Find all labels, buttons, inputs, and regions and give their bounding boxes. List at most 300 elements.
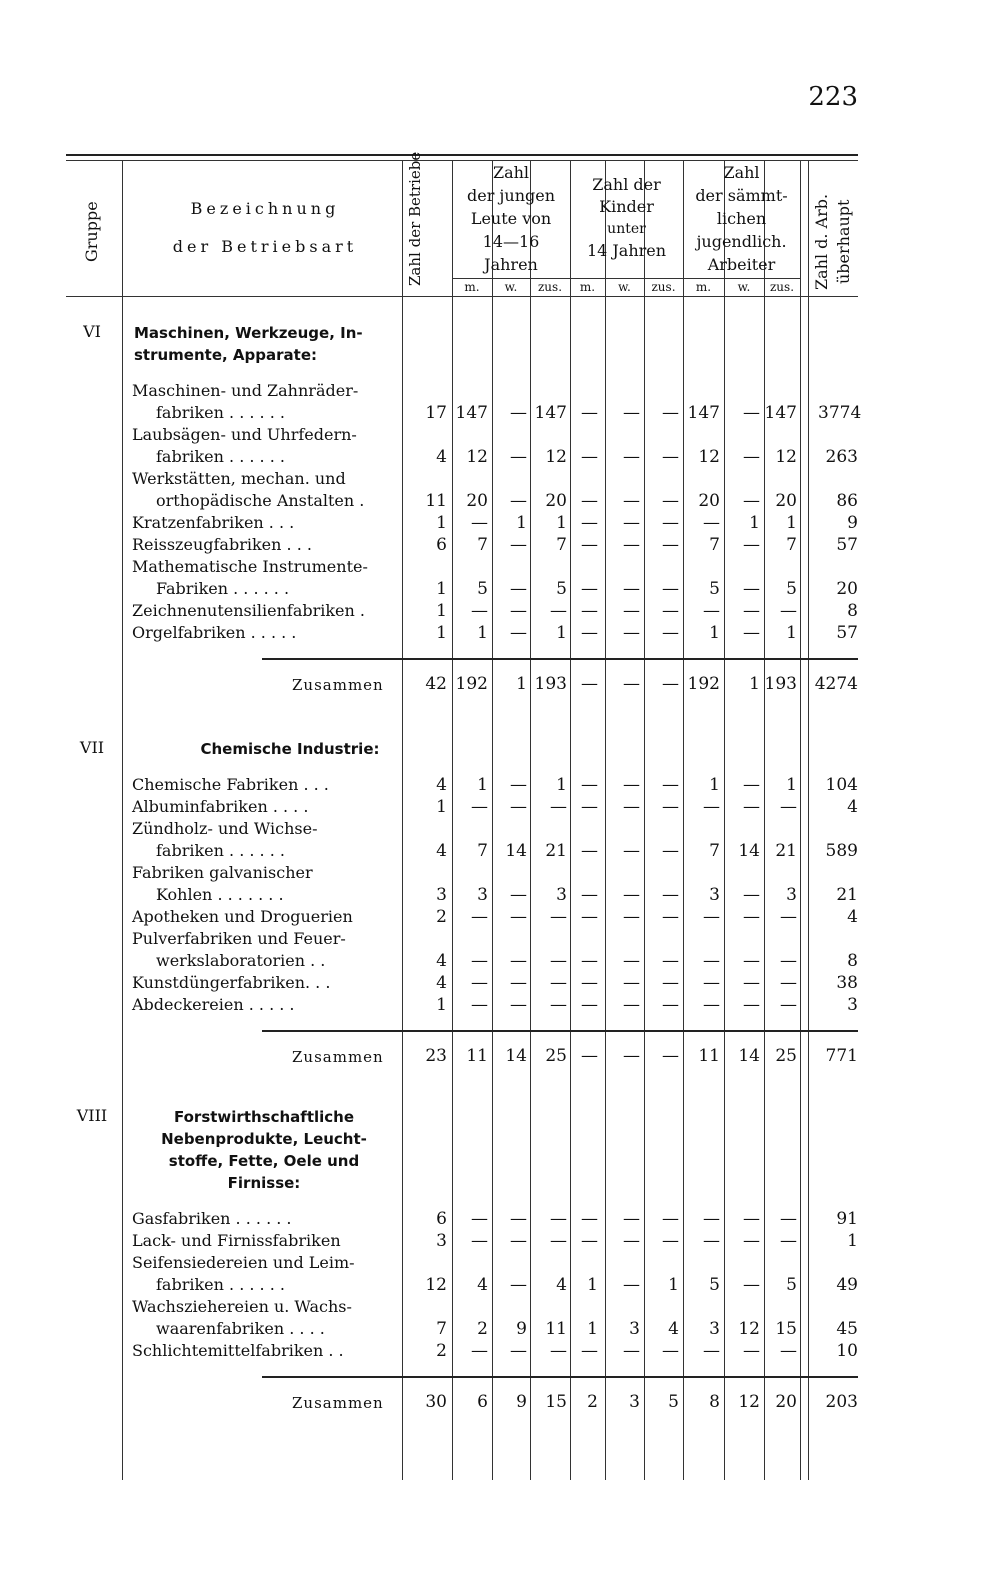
row-value: 10 (836, 1341, 858, 1361)
row-value: 5 (709, 1275, 720, 1295)
row-value: — (581, 623, 598, 643)
row-value: — (743, 1209, 760, 1229)
subheader-rule (452, 278, 800, 279)
section-title: stoffe, Fette, Oele und (168, 1152, 360, 1170)
row-description: orthopädische Anstalten . (156, 491, 365, 510)
total-value: 4274 (814, 674, 858, 694)
row-value: 4 (556, 1275, 567, 1295)
row-value: 2 (436, 907, 447, 927)
row-value: — (623, 447, 640, 467)
row-value: — (662, 1231, 679, 1251)
row-value: — (581, 601, 598, 621)
row-value: — (623, 623, 640, 643)
row-value: — (581, 1231, 598, 1251)
total-value: — (623, 674, 640, 694)
row-value: — (581, 775, 598, 795)
row-value: — (510, 623, 527, 643)
header-saemmtliche: der sämmt- (695, 186, 788, 205)
section-title: strumente, Apparate: (134, 346, 317, 364)
row-value: — (550, 601, 567, 621)
row-value: 12 (738, 1319, 760, 1339)
row-value: — (703, 513, 720, 533)
row-value: 3 (477, 885, 488, 905)
header-sub-m: m. (464, 280, 480, 294)
header-jungen-leute: Leute von (470, 209, 552, 228)
header-top-rule-2 (66, 160, 858, 161)
row-value: — (662, 1209, 679, 1229)
row-value: 49 (836, 1275, 858, 1295)
header-zahl-betriebe: Zahl der Betriebe (406, 151, 424, 286)
row-value: — (623, 775, 640, 795)
group-number: VI (83, 322, 101, 341)
row-value: — (550, 1209, 567, 1229)
row-value: — (743, 797, 760, 817)
total-value: 2 (587, 1392, 598, 1412)
row-description: Kohlen . . . . . . . (156, 885, 284, 904)
row-value: — (662, 1341, 679, 1361)
row-value: — (780, 907, 797, 927)
row-value: — (743, 491, 760, 511)
header-jungen-leute: 14—16 (482, 232, 540, 251)
row-value: 7 (477, 535, 488, 555)
row-value: 8 (847, 951, 858, 971)
row-value: — (743, 403, 760, 423)
row-value: 21 (775, 841, 797, 861)
row-value: — (662, 775, 679, 795)
row-value: — (471, 973, 488, 993)
row-value: 5 (786, 1275, 797, 1295)
section-title: Firnisse: (227, 1174, 301, 1192)
row-value: — (581, 841, 598, 861)
row-value: 2 (477, 1319, 488, 1339)
row-value: — (581, 1209, 598, 1229)
row-value: 147 (687, 403, 720, 423)
row-value: 57 (836, 623, 858, 643)
total-value: 1 (516, 674, 527, 694)
row-value: — (662, 841, 679, 861)
row-value: — (550, 907, 567, 927)
row-value: — (743, 973, 760, 993)
row-value: 12 (775, 447, 797, 467)
group-number: VII (79, 738, 105, 757)
header-saemmtliche: jugendlich. (696, 232, 787, 251)
row-value: 4 (436, 447, 447, 467)
row-value: — (581, 491, 598, 511)
row-description: Seifensiedereien und Leim- (132, 1253, 355, 1272)
row-value: — (623, 579, 640, 599)
row-value: 8 (847, 601, 858, 621)
row-value: 5 (477, 579, 488, 599)
total-value: 8 (709, 1392, 720, 1412)
header-sub-w: w. (504, 280, 518, 294)
header-betriebsart: der Betriebsart (172, 237, 358, 256)
row-value: — (780, 797, 797, 817)
row-value: — (510, 951, 527, 971)
section-title: Chemische Industrie: (200, 740, 380, 758)
row-description: werkslaboratorien . . (156, 951, 326, 970)
total-value: 11 (698, 1046, 720, 1066)
row-value: 20 (698, 491, 720, 511)
header-jungen-leute: Zahl (492, 163, 530, 182)
row-value: — (623, 951, 640, 971)
total-value: 193 (534, 674, 567, 694)
header-jungen-leute: der jungen (466, 186, 556, 205)
row-value: 1 (477, 775, 488, 795)
row-description: Albuminfabriken . . . . (132, 797, 309, 816)
row-value: — (510, 797, 527, 817)
header-sub-zus: zus. (769, 280, 795, 294)
row-value: 11 (425, 491, 447, 511)
section-title: Nebenprodukte, Leucht- (161, 1130, 367, 1148)
row-value: — (780, 1231, 797, 1251)
row-value: — (662, 491, 679, 511)
row-value: — (581, 885, 598, 905)
row-value: — (510, 447, 527, 467)
row-value: — (550, 797, 567, 817)
row-value: — (743, 623, 760, 643)
row-value: — (743, 447, 760, 467)
row-value: — (703, 1341, 720, 1361)
row-value: 4 (436, 841, 447, 861)
row-value: 147 (534, 403, 567, 423)
row-value: 7 (477, 841, 488, 861)
row-value: — (471, 797, 488, 817)
row-value: 1 (436, 995, 447, 1015)
row-value: 4 (847, 907, 858, 927)
row-value: 4 (436, 951, 447, 971)
section-title: Forstwirthschaftliche (173, 1108, 355, 1126)
row-value: — (471, 951, 488, 971)
row-value: 4 (477, 1275, 488, 1295)
row-value: 21 (545, 841, 567, 861)
header-bottom-rule (66, 296, 858, 297)
row-description: Fabriken galvanischer (132, 863, 313, 882)
row-value: — (780, 973, 797, 993)
row-value: 263 (825, 447, 858, 467)
row-value: — (623, 491, 640, 511)
section-title: Maschinen, Werkzeuge, In- (134, 324, 363, 342)
total-value: — (581, 1046, 598, 1066)
row-value: 14 (738, 841, 760, 861)
row-value: 7 (556, 535, 567, 555)
row-value: — (581, 403, 598, 423)
total-value: — (662, 674, 679, 694)
row-value: — (581, 907, 598, 927)
row-description: fabriken . . . . . . (156, 403, 285, 422)
row-value: 14 (505, 841, 527, 861)
total-value: 11 (466, 1046, 488, 1066)
row-value: 1 (847, 1231, 858, 1251)
total-value: 203 (825, 1392, 858, 1412)
row-description: Gasfabriken . . . . . . (132, 1209, 292, 1228)
row-description: Abdeckereien . . . . . (132, 995, 295, 1014)
row-value: 20 (775, 491, 797, 511)
row-value: 20 (836, 579, 858, 599)
row-value: — (662, 601, 679, 621)
row-value: 3 (436, 1231, 447, 1251)
row-value: — (743, 995, 760, 1015)
row-value: 5 (786, 579, 797, 599)
row-value: 9 (516, 1319, 527, 1339)
header-kinder: unter (607, 221, 646, 237)
row-value: — (743, 1231, 760, 1251)
row-description: fabriken . . . . . . (156, 447, 285, 466)
row-value: — (662, 995, 679, 1015)
row-description: Zeichnenutensilienfabriken . (132, 601, 365, 620)
row-value: — (623, 973, 640, 993)
row-description: Schlichtemittelfabriken . . (132, 1341, 344, 1360)
row-value: 1 (587, 1319, 598, 1339)
header-saemmtliche: Arbeiter (707, 255, 776, 274)
total-value: 20 (775, 1392, 797, 1412)
row-value: — (510, 535, 527, 555)
row-description: Lack- und Firnissfabriken (132, 1231, 341, 1250)
row-value: — (662, 513, 679, 533)
row-value: — (581, 1341, 598, 1361)
total-value: 5 (668, 1392, 679, 1412)
total-label: Zusammen (292, 1048, 384, 1066)
row-value: 7 (709, 535, 720, 555)
header-gruppe: Gruppe (82, 201, 101, 262)
row-description: Fabriken . . . . . . (156, 579, 290, 598)
row-value: — (743, 579, 760, 599)
total-value: 14 (738, 1046, 760, 1066)
row-value: — (743, 535, 760, 555)
row-value: — (623, 907, 640, 927)
row-value: 4 (436, 775, 447, 795)
row-value: — (743, 1341, 760, 1361)
row-value: 1 (709, 775, 720, 795)
row-value: — (662, 797, 679, 817)
total-value: 15 (545, 1392, 567, 1412)
column-rule (808, 160, 809, 1480)
row-value: — (743, 1275, 760, 1295)
row-description: Orgelfabriken . . . . . (132, 623, 297, 642)
row-value: 15 (775, 1319, 797, 1339)
row-value: 4 (847, 797, 858, 817)
row-value: 1 (749, 513, 760, 533)
row-value: 7 (709, 841, 720, 861)
row-value: 1 (786, 513, 797, 533)
header-sub-w: w. (618, 280, 631, 294)
row-value: — (550, 1231, 567, 1251)
row-value: 3 (556, 885, 567, 905)
row-value: 4 (436, 973, 447, 993)
row-description: Apotheken und Droguerien (132, 907, 353, 926)
row-value: 11 (545, 1319, 567, 1339)
row-value: — (743, 907, 760, 927)
row-value: — (703, 995, 720, 1015)
row-value: 3 (709, 1319, 720, 1339)
header-sub-zus: zus. (651, 280, 676, 294)
row-value: — (581, 513, 598, 533)
row-value: 86 (836, 491, 858, 511)
row-description: Kratzenfabriken . . . (132, 513, 295, 532)
row-value: 3 (436, 885, 447, 905)
row-value: 6 (436, 1209, 447, 1229)
header-kinder: 14 Jahren (586, 241, 667, 260)
row-value: 3 (629, 1319, 640, 1339)
row-value: 5 (709, 579, 720, 599)
row-value: 1 (709, 623, 720, 643)
row-value: — (581, 995, 598, 1015)
row-value: 3 (786, 885, 797, 905)
total-value: 23 (425, 1046, 447, 1066)
total-value: 42 (425, 674, 447, 694)
row-value: — (581, 973, 598, 993)
row-value: — (510, 973, 527, 993)
row-value: 589 (825, 841, 858, 861)
row-value: — (623, 885, 640, 905)
row-value: 1 (668, 1275, 679, 1295)
row-value: — (743, 885, 760, 905)
row-description: fabriken . . . . . . (156, 1275, 285, 1294)
row-value: — (623, 995, 640, 1015)
group-number: VIII (76, 1106, 108, 1125)
row-value: 1 (556, 775, 567, 795)
total-rule (262, 1376, 858, 1378)
row-value: 3774 (818, 403, 862, 423)
row-value: 3 (709, 885, 720, 905)
row-value: — (471, 907, 488, 927)
row-value: — (780, 951, 797, 971)
row-value: — (581, 535, 598, 555)
row-value: — (623, 513, 640, 533)
row-description: Maschinen- und Zahnräder- (132, 381, 359, 400)
row-value: — (550, 1341, 567, 1361)
row-value: — (510, 1231, 527, 1251)
row-description: waarenfabriken . . . . (156, 1319, 325, 1338)
header-kinder: Kinder (599, 197, 654, 216)
row-value: 7 (436, 1319, 447, 1339)
row-value: 1 (436, 623, 447, 643)
row-value: — (510, 885, 527, 905)
row-value: 1 (556, 513, 567, 533)
row-value: — (623, 1275, 640, 1295)
header-saemmtliche: lichen (716, 209, 767, 228)
row-value: 4 (668, 1319, 679, 1339)
row-value: 12 (698, 447, 720, 467)
total-value: 6 (477, 1392, 488, 1412)
row-value: 7 (786, 535, 797, 555)
row-value: — (510, 579, 527, 599)
row-value: — (623, 1231, 640, 1251)
row-value: — (662, 885, 679, 905)
row-value: — (550, 995, 567, 1015)
row-value: 147 (764, 403, 797, 423)
header-sub-w: w. (737, 280, 751, 294)
row-value: — (510, 491, 527, 511)
column-rule (402, 160, 403, 1480)
row-value: — (581, 579, 598, 599)
row-value: — (743, 601, 760, 621)
header-arbeiter-ueberhaupt: Zahl d. Arb. (812, 193, 831, 290)
row-value: 3 (847, 995, 858, 1015)
total-value: 192 (455, 674, 488, 694)
row-value: 6 (436, 535, 447, 555)
row-value: — (623, 1209, 640, 1229)
row-value: 1 (436, 579, 447, 599)
row-value: 5 (556, 579, 567, 599)
row-value: — (662, 447, 679, 467)
row-value: — (550, 951, 567, 971)
row-value: — (662, 951, 679, 971)
total-rule (262, 658, 858, 660)
total-value: 771 (825, 1046, 858, 1066)
total-value: 30 (425, 1392, 447, 1412)
row-value: 1 (477, 623, 488, 643)
row-value: — (662, 973, 679, 993)
row-value: 1 (786, 775, 797, 795)
row-value: — (780, 1209, 797, 1229)
row-description: Reisszeugfabriken . . . (132, 535, 312, 554)
row-value: 2 (436, 1341, 447, 1361)
row-value: — (703, 797, 720, 817)
header-sub-m: m. (695, 280, 712, 294)
row-description: fabriken . . . . . . (156, 841, 285, 860)
row-value: — (662, 907, 679, 927)
row-value: — (703, 601, 720, 621)
row-value: — (581, 447, 598, 467)
row-value: — (471, 1209, 488, 1229)
row-value: 57 (836, 535, 858, 555)
row-value: 45 (836, 1319, 858, 1339)
row-value: 1 (556, 623, 567, 643)
total-value: 9 (516, 1392, 527, 1412)
column-rule (122, 160, 123, 1480)
row-value: — (510, 907, 527, 927)
column-rule (800, 160, 801, 1480)
row-value: 1 (516, 513, 527, 533)
row-value: 17 (425, 403, 447, 423)
row-value: — (743, 775, 760, 795)
row-value: — (510, 1275, 527, 1295)
row-value: — (780, 995, 797, 1015)
header-saemmtliche: Zahl (723, 163, 760, 182)
row-value: — (510, 995, 527, 1015)
header-sub-m: m. (579, 280, 596, 294)
total-value: — (662, 1046, 679, 1066)
row-value: 104 (825, 775, 858, 795)
row-value: — (510, 403, 527, 423)
total-value: 193 (764, 674, 797, 694)
row-value: — (780, 1341, 797, 1361)
row-value: — (623, 403, 640, 423)
row-value: 38 (836, 973, 858, 993)
total-value: 3 (629, 1392, 640, 1412)
row-value: 20 (545, 491, 567, 511)
row-value: — (662, 623, 679, 643)
total-value: 192 (687, 674, 720, 694)
row-description: Kunstdüngerfabriken. . . (132, 973, 331, 992)
row-value: — (581, 951, 598, 971)
page-number: 223 (808, 82, 858, 112)
row-value: 1 (587, 1275, 598, 1295)
row-value: — (550, 973, 567, 993)
row-value: — (703, 951, 720, 971)
header-bezeichnung: Bezeichnung (190, 199, 340, 218)
row-value: 147 (455, 403, 488, 423)
row-description: Chemische Fabriken . . . (132, 775, 329, 794)
row-value: — (623, 841, 640, 861)
row-value: 1 (436, 601, 447, 621)
row-value: — (471, 601, 488, 621)
row-value: 91 (836, 1209, 858, 1229)
row-description: Pulverfabriken und Feuer- (132, 929, 346, 948)
row-description: Zündholz- und Wichse- (132, 819, 318, 838)
total-label: Zusammen (292, 676, 384, 694)
total-value: — (581, 674, 598, 694)
